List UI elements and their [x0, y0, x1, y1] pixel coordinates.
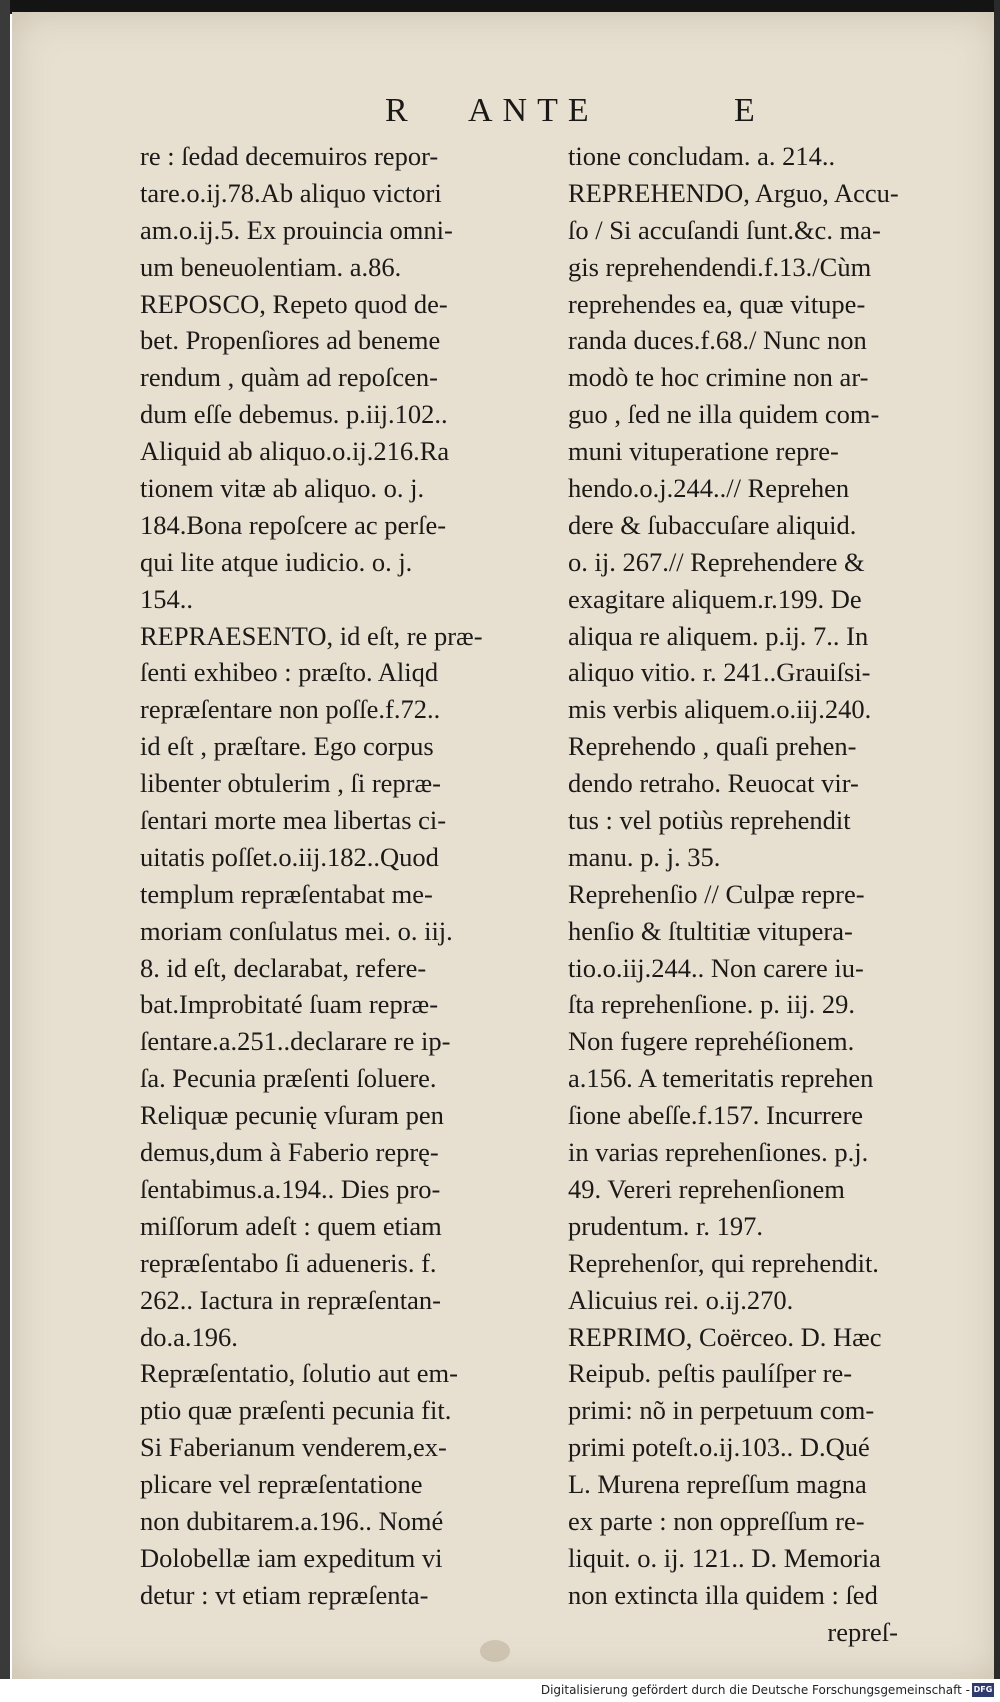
- header-left-letter: R: [385, 92, 414, 129]
- header-right-letter: E: [734, 92, 761, 129]
- left-column-line: repræſentare non poſſe.f.72..: [140, 694, 441, 725]
- right-column-line: Reprehendo , quaſi prehen-: [568, 731, 857, 762]
- right-column-line: mis verbis aliquem.o.iij.240.: [568, 694, 872, 725]
- right-column-line: REPREHENDO, Arguo, Accu-: [568, 177, 899, 208]
- left-column-line: 8. id eſt, declarabat, refere-: [140, 952, 427, 983]
- left-column-line: Aliquid ab aliquo.o.ij.216.Ra: [140, 436, 450, 467]
- left-column-line: Repræſentatio, ſolutio aut em-: [140, 1358, 458, 1389]
- left-column-line: ſenti exhibeo : præſto. Aliqd: [140, 657, 439, 688]
- right-column-line: henſio & ſtultitiæ vitupera-: [568, 915, 853, 946]
- right-column-line: ſo / Si accuſandi ſunt.&c. ma-: [568, 214, 881, 245]
- left-column-line: tare.o.ij.78.Ab aliquo victori: [140, 177, 442, 208]
- left-column-line: tionem vitæ ab aliquo. o. j.: [140, 473, 425, 504]
- right-column-line: exagitare aliquem.r.199. De: [568, 583, 862, 614]
- left-column-line: dum eſſe debemus. p.iij.102..: [140, 399, 448, 430]
- left-column-line: miſſorum adeſt : quem etiam: [140, 1210, 442, 1241]
- right-column-line: primi: nõ in perpetuum com-: [568, 1395, 875, 1426]
- right-column-line: liquit. o. ij. 121.. D. Memoria: [568, 1542, 881, 1573]
- right-column-line: tione concludam. a. 214..: [568, 141, 836, 171]
- dfg-logo-icon: DFG: [972, 1683, 994, 1697]
- right-column-line: muni vituperatione repre-: [568, 436, 839, 467]
- left-column-line: non dubitarem.a.196.. Nomé: [140, 1505, 444, 1536]
- right-column-line: ex parte : non oppreſſum re-: [568, 1505, 865, 1536]
- left-column-line: moriam conſulatus mei. o. iij.: [140, 915, 453, 946]
- left-column-line: Si Faberianum venderem,ex-: [140, 1432, 447, 1463]
- left-column-line: ſentare.a.251..declarare re ip-: [140, 1026, 451, 1057]
- right-column-line: hendo.o.j.244..// Reprehen: [568, 473, 850, 504]
- left-column-line: bet. Propenſiores ad beneme: [140, 325, 441, 356]
- left-column-line: ſentari morte mea libertas ci-: [140, 805, 447, 836]
- right-column: [568, 138, 988, 1651]
- left-column-line: demus,dum à Faberio reprę-: [140, 1137, 439, 1168]
- left-column-line: Dolobellæ iam expeditum vi: [140, 1542, 443, 1573]
- right-column-line: Reipub. peſtis paulíſper re-: [568, 1358, 853, 1389]
- right-column-line: randa duces.f.68./ Nunc non: [568, 325, 867, 356]
- left-column-line: id eſt , præſtare. Ego corpus: [140, 731, 434, 762]
- right-column-line: dendo retraho. Reuocat vir-: [568, 768, 859, 799]
- right-column-line: gis reprehendendi.f.13./Cùm: [568, 251, 872, 282]
- right-column-line: L. Murena repreſſum magna: [568, 1469, 867, 1500]
- right-column-line: Alicuius rei. o.ij.270.: [568, 1284, 794, 1315]
- right-column-line: dere & ſubaccuſare aliquid.: [568, 509, 857, 540]
- right-column-line: guo , ſed ne illa quidem com-: [568, 399, 880, 430]
- left-column: [140, 138, 560, 1614]
- right-column-line: o. ij. 267.// Reprehendere &: [568, 546, 865, 577]
- right-column-line: non extincta illa quidem : ſed: [568, 1579, 878, 1610]
- right-column-line: aliqua re aliquem. p.ij. 7.. In: [568, 620, 869, 651]
- left-column-line: 262.. Iactura in repræſentan-: [140, 1284, 441, 1315]
- right-column-line: prudentum. r. 197.: [568, 1210, 764, 1241]
- left-column-line: ptio quæ præſenti pecunia fit.: [140, 1395, 452, 1426]
- right-column-line: aliquo vitio. r. 241..Grauiſsi-: [568, 657, 871, 688]
- right-column-line: Non fugere reprehéſionem.: [568, 1026, 855, 1057]
- scan-left-border: [0, 0, 10, 1690]
- right-column-line: ſione abeſſe.f.157. Incurrere: [568, 1100, 864, 1131]
- left-column-line: 154..: [140, 583, 193, 614]
- right-column-line: ſta reprehenſione. p. iij. 29.: [568, 989, 855, 1020]
- left-column-line: Reliquæ pecunię vſuram pen: [140, 1100, 444, 1131]
- left-column-line: detur : vt etiam repræſenta-: [140, 1579, 429, 1610]
- left-column-line: 184.Bona repoſcere ac perſe-: [140, 509, 447, 540]
- left-column-line: am.o.ij.5. Ex prouincia omni-: [140, 214, 453, 245]
- left-column-line: bat.Improbitaté ſuam repræ-: [140, 989, 439, 1020]
- left-column-line: ſa. Pecunia præſenti ſoluere.: [140, 1063, 437, 1094]
- right-column-line: a.156. A temeritatis reprehen: [568, 1063, 874, 1094]
- right-column-line: reprehendes ea, quæ vitupe-: [568, 288, 866, 319]
- header-center-word: ANTE: [468, 92, 599, 129]
- left-column-line: ſentabimus.a.194.. Dies pro-: [140, 1173, 441, 1204]
- right-column-line: tus : vel potiùs reprehendit: [568, 805, 851, 836]
- right-column-line: Reprehenſio // Culpæ repre-: [568, 878, 865, 909]
- footer-credit: Digitalisierung gefördert durch die Deutsche Forschungsgemeinschaft -: [540, 1683, 970, 1697]
- right-column-line: modò te hoc crimine non ar-: [568, 362, 869, 393]
- left-column-line: rendum , quàm ad repoſcen-: [140, 362, 439, 393]
- left-column-line: REPRAESENTO, id eſt, re præ-: [140, 620, 483, 651]
- right-column-line: repreſ-: [827, 1616, 898, 1647]
- left-column-line: do.a.196.: [140, 1321, 238, 1352]
- left-column-line: templum repræſentabat me-: [140, 878, 433, 909]
- left-column-line: um beneuolentiam. a.86.: [140, 251, 402, 282]
- right-column-line: 49. Vereri reprehenſionem: [568, 1173, 845, 1204]
- left-column-line: libenter obtulerim , ſi repræ-: [140, 768, 441, 799]
- right-column-line: tio.o.iij.244.. Non carere iu-: [568, 952, 864, 983]
- paper-stain: [480, 1640, 510, 1662]
- left-column-line: REPOSCO, Repeto quod de-: [140, 288, 448, 319]
- footer-bar: [0, 1679, 1000, 1702]
- right-column-line: in varias reprehenſiones. p.j.: [568, 1137, 869, 1168]
- running-header: [0, 92, 1000, 142]
- left-column-line: re : ſedad decemuiros repor-: [140, 141, 439, 171]
- left-column-line: uitatis poſſet.o.iij.182..Quod: [140, 841, 439, 872]
- left-column-line: qui lite atque iudicio. o. j.: [140, 546, 413, 577]
- left-column-line: repræſentabo ſi adueneris. f.: [140, 1247, 437, 1278]
- left-column-line: plicare vel repræſentatione: [140, 1469, 423, 1500]
- right-column-line: REPRIMO, Coërceo. D. Hæc: [568, 1321, 882, 1352]
- scan-right-border: [994, 0, 1000, 1702]
- right-column-line: primi poteſt.o.ij.103.. D.Qué: [568, 1432, 870, 1463]
- right-column-line: manu. p. j. 35.: [568, 841, 721, 872]
- right-column-line: Reprehenſor, qui reprehendit.: [568, 1247, 879, 1278]
